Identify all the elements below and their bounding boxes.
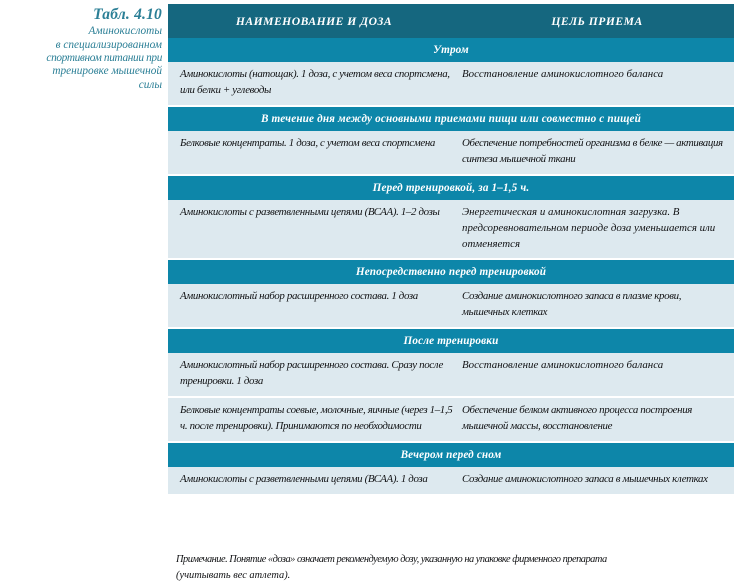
column-header-purpose: ЦЕЛЬ ПРИЕМА xyxy=(551,14,643,28)
caption-line-2: в специализированном xyxy=(55,38,162,51)
section-header-evening-before-sleep: Вечером перед сном xyxy=(168,443,734,467)
caption-number: Табл. 4.10 xyxy=(93,6,162,23)
cell-name-and-dose: Аминокислотный набор расширенного состава. Сразу после тренировки. 1 доза xyxy=(180,359,443,388)
caption-line-5: силы xyxy=(138,78,162,91)
cell-name-and-dose: Белковые концентраты соевые, молочные, яичные (через 1–1,5 ч. после тренировки). Принимаются по необходимости xyxy=(180,404,453,433)
caption-line-4: тренировке мышечной xyxy=(52,65,162,78)
table-row xyxy=(168,131,734,174)
cell-purpose: Обеспечение потребностей организма в белке — активация синтеза мышечной ткани xyxy=(462,136,723,165)
caption-line-3: спортивном питании при xyxy=(46,51,162,64)
cell-name-and-dose: Аминокислоты с разветвленными цепями (ВСАА). 1–2 дозы xyxy=(180,205,440,218)
cell-name-and-dose: Белковые концентраты. 1 доза, с учетом веса спортсмена xyxy=(180,136,435,149)
table-caption xyxy=(14,6,162,92)
amino-acid-schedule-table xyxy=(168,4,734,494)
table-footnote xyxy=(176,552,736,583)
table-row xyxy=(168,200,734,259)
section-header-morning: Утром xyxy=(168,38,734,62)
cell-name-and-dose: Аминокислоты с разветвленными цепями (ВСАА). 1 доза xyxy=(180,472,428,485)
cell-purpose: Восстановление аминокислотного баланса xyxy=(462,359,664,372)
table-header-row xyxy=(168,4,734,38)
section-header-immediately-before-training: Непосредственно перед тренировкой xyxy=(168,260,734,284)
table-row xyxy=(168,353,734,396)
cell-purpose: Обеспечение белком активного процесса построения мышечной массы, восстановление xyxy=(462,404,693,433)
cell-name-and-dose: Аминокислоты (натощак). 1 доза, с учетом веса спортсмена, или белки + углеводы xyxy=(180,68,450,96)
table-row xyxy=(168,284,734,327)
table-row xyxy=(168,398,734,441)
cell-purpose: Энергетическая и аминокислотная загрузка. В предсоревновательном периоде доза уменьшается или отменяется xyxy=(462,205,716,250)
section-header-during-day: В течение дня между основными приемами пищи или совместно с пищей xyxy=(168,107,734,131)
section-header-after-training: После тренировки xyxy=(168,329,734,353)
footnote-line-2: (учитывать вес атлета). xyxy=(176,569,291,581)
cell-purpose: Создание аминокислотного запаса в мышечных клетках xyxy=(462,472,708,485)
column-header-name-and-dose: НАИМЕНОВАНИЕ И ДОЗА xyxy=(235,14,393,28)
footnote-line-1: Примечание. Понятие «доза» означает рекомендуемую дозу, указанную на упаковке фирменного препарата xyxy=(176,554,607,565)
cell-name-and-dose: Аминокислотный набор расширенного состава. 1 доза xyxy=(180,290,418,303)
table-row xyxy=(168,62,734,105)
cell-purpose: Создание аминокислотного запаса в плазме крови, мышечных клетках xyxy=(462,290,682,319)
table-row xyxy=(168,467,734,494)
section-header-before-training: Перед тренировкой, за 1–1,5 ч. xyxy=(168,176,734,200)
cell-purpose: Восстановление аминокислотного баланса xyxy=(462,68,664,80)
caption-line-1: Аминокислоты xyxy=(88,25,162,38)
